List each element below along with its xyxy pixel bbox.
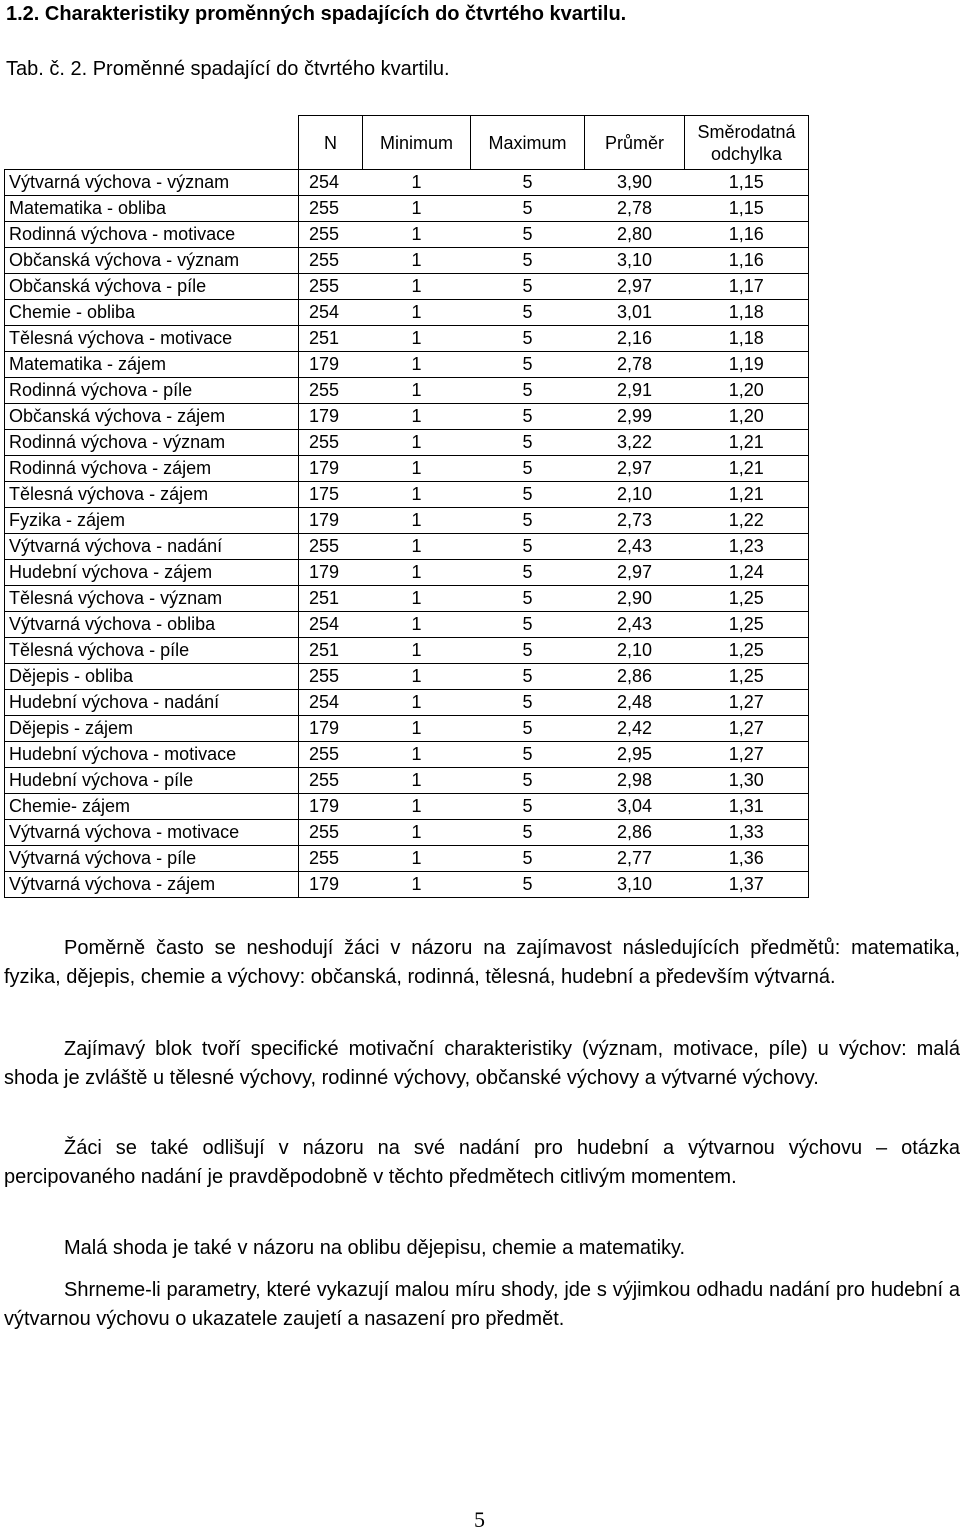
table-row <box>5 846 809 872</box>
row-label: Hudební výchova - motivace <box>5 742 299 768</box>
table-cell: 2,97 <box>585 456 685 482</box>
table-cell: 5 <box>471 352 585 378</box>
table-cell: 179 <box>299 456 363 482</box>
table-cell: 1 <box>363 690 471 716</box>
table-cell: 5 <box>471 872 585 898</box>
table-cell: 2,10 <box>585 482 685 508</box>
table-cell: 2,16 <box>585 326 685 352</box>
table-row <box>5 274 809 300</box>
table-cell: 5 <box>471 846 585 872</box>
table-cell: 179 <box>299 716 363 742</box>
row-label: Občanská výchova - význam <box>5 248 299 274</box>
table-cell: 1,23 <box>685 534 809 560</box>
table-cell: 2,80 <box>585 222 685 248</box>
row-label: Rodinná výchova - význam <box>5 430 299 456</box>
table-cell: 2,78 <box>585 352 685 378</box>
table-cell: 254 <box>299 170 363 196</box>
table-cell: 255 <box>299 768 363 794</box>
table-cell: 1 <box>363 404 471 430</box>
table-cell: 1,27 <box>685 742 809 768</box>
table-cell: 3,10 <box>585 248 685 274</box>
table-cell: 5 <box>471 196 585 222</box>
table-cell: 1 <box>363 170 471 196</box>
table-cell: 1,25 <box>685 638 809 664</box>
table-cell: 1,16 <box>685 222 809 248</box>
table-cell: 2,86 <box>585 664 685 690</box>
row-label: Výtvarná výchova - zájem <box>5 872 299 898</box>
table-cell: 1 <box>363 638 471 664</box>
row-label: Hudební výchova - nadání <box>5 690 299 716</box>
table-cell: 3,04 <box>585 794 685 820</box>
table-cell: 255 <box>299 248 363 274</box>
table-cell: 1 <box>363 872 471 898</box>
table-cell: 1,27 <box>685 716 809 742</box>
table-cell: 1 <box>363 378 471 404</box>
row-label: Tělesná výchova - píle <box>5 638 299 664</box>
table-cell: 5 <box>471 794 585 820</box>
table-cell: 179 <box>299 508 363 534</box>
table-cell: 3,01 <box>585 300 685 326</box>
table-cell: 1 <box>363 794 471 820</box>
table-row <box>5 326 809 352</box>
table-cell: 1 <box>363 586 471 612</box>
table-cell: 1 <box>363 482 471 508</box>
table-row <box>5 872 809 898</box>
table-cell: 254 <box>299 300 363 326</box>
table-row <box>5 742 809 768</box>
table-cell: 5 <box>471 534 585 560</box>
table-cell: 1,25 <box>685 664 809 690</box>
table-cell: 2,48 <box>585 690 685 716</box>
column-header: Maximum <box>471 116 585 170</box>
table-row <box>5 300 809 326</box>
table-cell: 1 <box>363 664 471 690</box>
table-body <box>5 170 809 898</box>
table-cell: 2,10 <box>585 638 685 664</box>
table-cell: 255 <box>299 742 363 768</box>
row-label: Dějepis - obliba <box>5 664 299 690</box>
table-row <box>5 196 809 222</box>
table-row <box>5 794 809 820</box>
table-cell: 1,36 <box>685 846 809 872</box>
table-cell: 1,15 <box>685 196 809 222</box>
table-row <box>5 690 809 716</box>
table-cell: 5 <box>471 560 585 586</box>
table-cell: 255 <box>299 664 363 690</box>
table-cell: 1,27 <box>685 690 809 716</box>
table-cell: 5 <box>471 820 585 846</box>
table-cell: 1,18 <box>685 326 809 352</box>
table-row <box>5 456 809 482</box>
table-cell: 1 <box>363 352 471 378</box>
table-row <box>5 508 809 534</box>
header-empty-cell <box>5 116 299 170</box>
table-cell: 1,21 <box>685 482 809 508</box>
paragraph-5-text: Shrneme-li parametry, které vykazují malou míru shody, jde s výjimkou odhadu nadání pro hudební a výtvarnou výchovu o ukazatele zaujetí a nasazení pro předmět. <box>4 1279 960 1330</box>
table-cell: 255 <box>299 846 363 872</box>
table-cell: 1,37 <box>685 872 809 898</box>
table-cell: 1,16 <box>685 248 809 274</box>
row-label: Tělesná výchova - význam <box>5 586 299 612</box>
table-cell: 251 <box>299 326 363 352</box>
table-cell: 251 <box>299 586 363 612</box>
paragraph-1 <box>4 934 960 992</box>
table-cell: 5 <box>471 508 585 534</box>
table-cell: 1,24 <box>685 560 809 586</box>
table-cell: 2,90 <box>585 586 685 612</box>
table-cell: 2,78 <box>585 196 685 222</box>
table-cell: 5 <box>471 248 585 274</box>
table-row <box>5 560 809 586</box>
table-cell: 5 <box>471 716 585 742</box>
table-cell: 1 <box>363 430 471 456</box>
table-cell: 5 <box>471 456 585 482</box>
table-cell: 179 <box>299 794 363 820</box>
paragraph-4-text: Malá shoda je také v názoru na oblibu dějepisu, chemie a matematiky. <box>64 1237 686 1259</box>
table-cell: 5 <box>471 690 585 716</box>
table-cell: 179 <box>299 404 363 430</box>
table-cell: 179 <box>299 872 363 898</box>
table-cell: 5 <box>471 222 585 248</box>
paragraph-3-text: Žáci se také odlišují v názoru na své nadání pro hudební a výtvarnou výchovu – otázka percipovaného nadání je pravděpodobně v těchto předmětech citlivým momentem. <box>4 1137 960 1188</box>
table-cell: 5 <box>471 664 585 690</box>
table-row <box>5 482 809 508</box>
table-cell: 1,17 <box>685 274 809 300</box>
table-cell: 5 <box>471 404 585 430</box>
table-cell: 5 <box>471 300 585 326</box>
table-caption: Tab. č. 2. Proměnné spadající do čtvrtého kvartilu. <box>6 58 450 80</box>
row-label: Dějepis - zájem <box>5 716 299 742</box>
table-cell: 1 <box>363 560 471 586</box>
table-cell: 3,10 <box>585 872 685 898</box>
table-cell: 1 <box>363 846 471 872</box>
table-cell: 1,20 <box>685 404 809 430</box>
table-row <box>5 664 809 690</box>
table-cell: 254 <box>299 690 363 716</box>
table-cell: 1 <box>363 508 471 534</box>
row-label: Výtvarná výchova - nadání <box>5 534 299 560</box>
table-cell: 1 <box>363 768 471 794</box>
paragraph-2 <box>4 1035 960 1093</box>
table-row <box>5 430 809 456</box>
table-cell: 254 <box>299 612 363 638</box>
table-cell: 1 <box>363 820 471 846</box>
table-cell: 1,25 <box>685 586 809 612</box>
row-label: Rodinná výchova - motivace <box>5 222 299 248</box>
row-label: Tělesná výchova - motivace <box>5 326 299 352</box>
table-cell: 1 <box>363 248 471 274</box>
table-cell: 2,43 <box>585 534 685 560</box>
table-cell: 2,99 <box>585 404 685 430</box>
table-cell: 1,33 <box>685 820 809 846</box>
table-cell: 255 <box>299 534 363 560</box>
table-row <box>5 716 809 742</box>
row-label: Občanská výchova - zájem <box>5 404 299 430</box>
table-row <box>5 586 809 612</box>
table-cell: 1 <box>363 326 471 352</box>
table-cell: 2,97 <box>585 560 685 586</box>
paragraph-2-text: Zajímavý blok tvoří specifické motivační charakteristiky (význam, motivace, píle) u výchov: malá shoda je zvláště u tělesné výchovy, rodinné výchovy, občanské výchovy a výtvarné výchovy. <box>4 1038 960 1089</box>
row-label: Hudební výchova - píle <box>5 768 299 794</box>
table-cell: 255 <box>299 196 363 222</box>
table-cell: 255 <box>299 430 363 456</box>
table-cell: 1,15 <box>685 170 809 196</box>
table-cell: 2,86 <box>585 820 685 846</box>
table-cell: 1 <box>363 534 471 560</box>
section-heading: 1.2. Charakteristiky proměnných spadajících do čtvrtého kvartilu. <box>6 3 627 25</box>
table-cell: 2,97 <box>585 274 685 300</box>
table-row <box>5 248 809 274</box>
paragraph-3 <box>4 1134 960 1192</box>
table-cell: 2,73 <box>585 508 685 534</box>
row-label: Matematika - obliba <box>5 196 299 222</box>
table-cell: 179 <box>299 560 363 586</box>
table-row <box>5 222 809 248</box>
table-cell: 5 <box>471 274 585 300</box>
table-cell: 1,31 <box>685 794 809 820</box>
table-cell: 5 <box>471 612 585 638</box>
paragraph-5 <box>4 1276 960 1334</box>
page-number: 5 <box>474 1507 485 1532</box>
table-row <box>5 768 809 794</box>
table-cell: 175 <box>299 482 363 508</box>
row-label: Občanská výchova - píle <box>5 274 299 300</box>
data-table <box>4 115 809 898</box>
table-row <box>5 612 809 638</box>
table-cell: 1 <box>363 716 471 742</box>
row-label: Fyzika - zájem <box>5 508 299 534</box>
column-header: Průměr <box>585 116 685 170</box>
table-cell: 2,42 <box>585 716 685 742</box>
table-cell: 5 <box>471 430 585 456</box>
row-label: Výtvarná výchova - význam <box>5 170 299 196</box>
table-cell: 2,91 <box>585 378 685 404</box>
table-cell: 255 <box>299 820 363 846</box>
table-cell: 1,19 <box>685 352 809 378</box>
table-cell: 2,98 <box>585 768 685 794</box>
table-cell: 1,25 <box>685 612 809 638</box>
row-label: Matematika - zájem <box>5 352 299 378</box>
table-row <box>5 378 809 404</box>
column-header: Minimum <box>363 116 471 170</box>
row-label: Tělesná výchova - zájem <box>5 482 299 508</box>
table-cell: 5 <box>471 326 585 352</box>
table-cell: 5 <box>471 742 585 768</box>
table-row <box>5 404 809 430</box>
column-header: Směrodatná odchylka <box>685 116 809 170</box>
table-cell: 1,20 <box>685 378 809 404</box>
table-cell: 2,77 <box>585 846 685 872</box>
paragraph-4 <box>4 1234 960 1263</box>
table-cell: 1,30 <box>685 768 809 794</box>
table-cell: 5 <box>471 638 585 664</box>
row-label: Rodinná výchova - píle <box>5 378 299 404</box>
table-cell: 1 <box>363 300 471 326</box>
row-label: Chemie - obliba <box>5 300 299 326</box>
table-row <box>5 352 809 378</box>
table-cell: 3,90 <box>585 170 685 196</box>
table-cell: 3,22 <box>585 430 685 456</box>
table-cell: 1 <box>363 222 471 248</box>
table-cell: 5 <box>471 586 585 612</box>
row-label: Chemie- zájem <box>5 794 299 820</box>
table-header <box>5 116 809 170</box>
table-row <box>5 534 809 560</box>
table-cell: 5 <box>471 170 585 196</box>
table-cell: 179 <box>299 352 363 378</box>
table-cell: 1 <box>363 196 471 222</box>
table-cell: 1 <box>363 274 471 300</box>
table-row <box>5 820 809 846</box>
table-cell: 5 <box>471 482 585 508</box>
row-label: Výtvarná výchova - píle <box>5 846 299 872</box>
row-label: Výtvarná výchova - motivace <box>5 820 299 846</box>
table-cell: 1,18 <box>685 300 809 326</box>
paragraph-1-text: Poměrně často se neshodují žáci v názoru na zajímavost následujících předmětů: matematika, fyzika, dějepis, chemie a výchovy: občanská, rodinná, tělesná, hudební a především výtvarná. <box>4 937 960 988</box>
table-cell: 5 <box>471 768 585 794</box>
table-cell: 1 <box>363 612 471 638</box>
row-label: Hudební výchova - zájem <box>5 560 299 586</box>
table-cell: 2,43 <box>585 612 685 638</box>
table-row <box>5 170 809 196</box>
table-cell: 255 <box>299 222 363 248</box>
column-header: N <box>299 116 363 170</box>
table-cell: 255 <box>299 274 363 300</box>
table-cell: 1,22 <box>685 508 809 534</box>
table-cell: 1,21 <box>685 430 809 456</box>
table-cell: 2,95 <box>585 742 685 768</box>
table-cell: 251 <box>299 638 363 664</box>
row-label: Rodinná výchova - zájem <box>5 456 299 482</box>
row-label: Výtvarná výchova - obliba <box>5 612 299 638</box>
table-cell: 1 <box>363 456 471 482</box>
table-cell: 1 <box>363 742 471 768</box>
table-row <box>5 638 809 664</box>
table-cell: 255 <box>299 378 363 404</box>
table-cell: 5 <box>471 378 585 404</box>
table-cell: 1,21 <box>685 456 809 482</box>
